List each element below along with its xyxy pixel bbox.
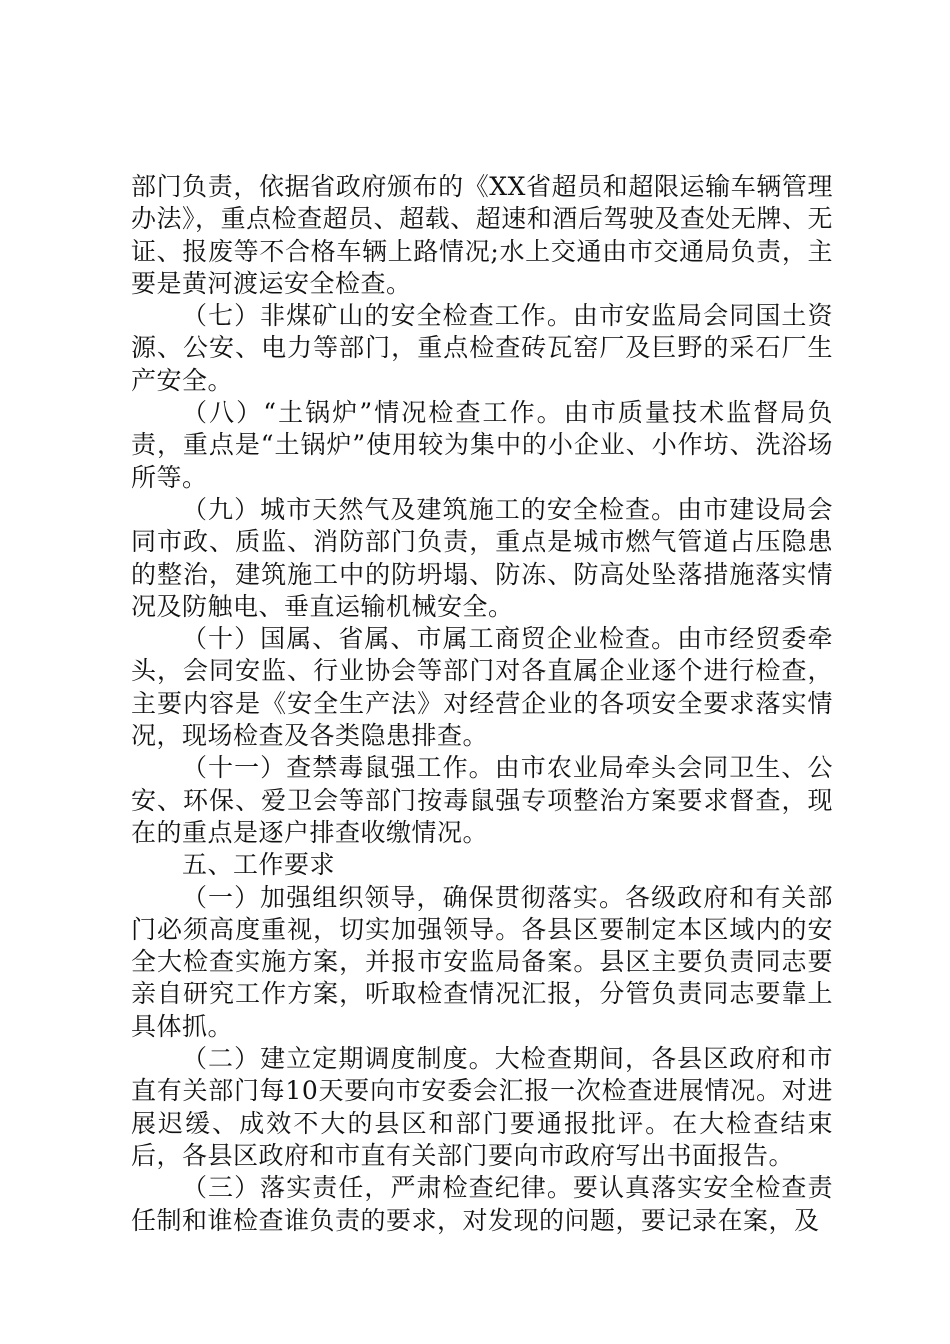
paragraph-traffic-continued: 部门负责，依据省政府颁布的《XX省超员和超限运输车辆管理办法》，重点检查超员、超载、超速和酒后驾驶及查处无牌、无证、报废等不合格车辆上路情况;水上交通由市交通局负责，主要是黄河渡运安全检查。 [131,172,833,298]
paragraph-requirement-2: （二）建立定期调度制度。大检查期间，各县区政府和市直有关部门每10天要向市安委会汇报一次检查进展情况。对进展迟缓、成效不大的县区和部门要通报批评。在大检查结束后，各县区政府和市直有关部门要向市政府写出书面报告。 [131,1044,833,1170]
paragraph-item-8: （八）“土锅炉”情况检查工作。由市质量技术监督局负责，重点是“土锅炉”使用较为集中的小企业、小作坊、洗浴场所等。 [131,398,833,492]
paragraph-item-11: （十一）查禁毒鼠强工作。由市农业局牵头会同卫生、公安、环保、爱卫会等部门按毒鼠强专项整治方案要求督查，现在的重点是逐户排查收缴情况。 [131,753,833,847]
paragraph-item-10: （十）国属、省属、市属工商贸企业检查。由市经贸委牵头，会同安监、行业协会等部门对各直属企业逐个进行检查，主要内容是《安全生产法》对经营企业的各项安全要求落实情况，现场检查及各类隐患排查。 [131,624,833,751]
paragraph-item-9: （九）城市天然气及建筑施工的安全检查。由市建设局会同市政、质监、消防部门负责，重点是城市燃气管道占压隐患的整治，建筑施工中的防坍塌、防冻、防高处坠落措施落实情况及防触电、垂直运输机械安全。 [131,494,833,621]
paragraph-item-7: （七）非煤矿山的安全检查工作。由市安监局会同国土资源、公安、电力等部门，重点检查砖瓦窑厂及巨野的采石厂生产安全。 [131,301,833,395]
paragraph-requirement-1: （一）加强组织领导，确保贯彻落实。各级政府和有关部门必须高度重视，切实加强领导。各县区要制定本区域内的安全大检查实施方案，并报市安监局备案。县区主要负责同志要亲自研究工作方案，听取检查情况汇报，分管负责同志要靠上具体抓。 [131,882,833,1041]
section-heading-work-requirements: 五、工作要求 [182,850,336,880]
paragraph-requirement-3: （三）落实责任，严肃检查纪律。要认真落实安全检查责任制和谁检查谁负责的要求，对发现的问题，要记录在案，及 [131,1173,833,1235]
document-body [131,171,833,1237]
